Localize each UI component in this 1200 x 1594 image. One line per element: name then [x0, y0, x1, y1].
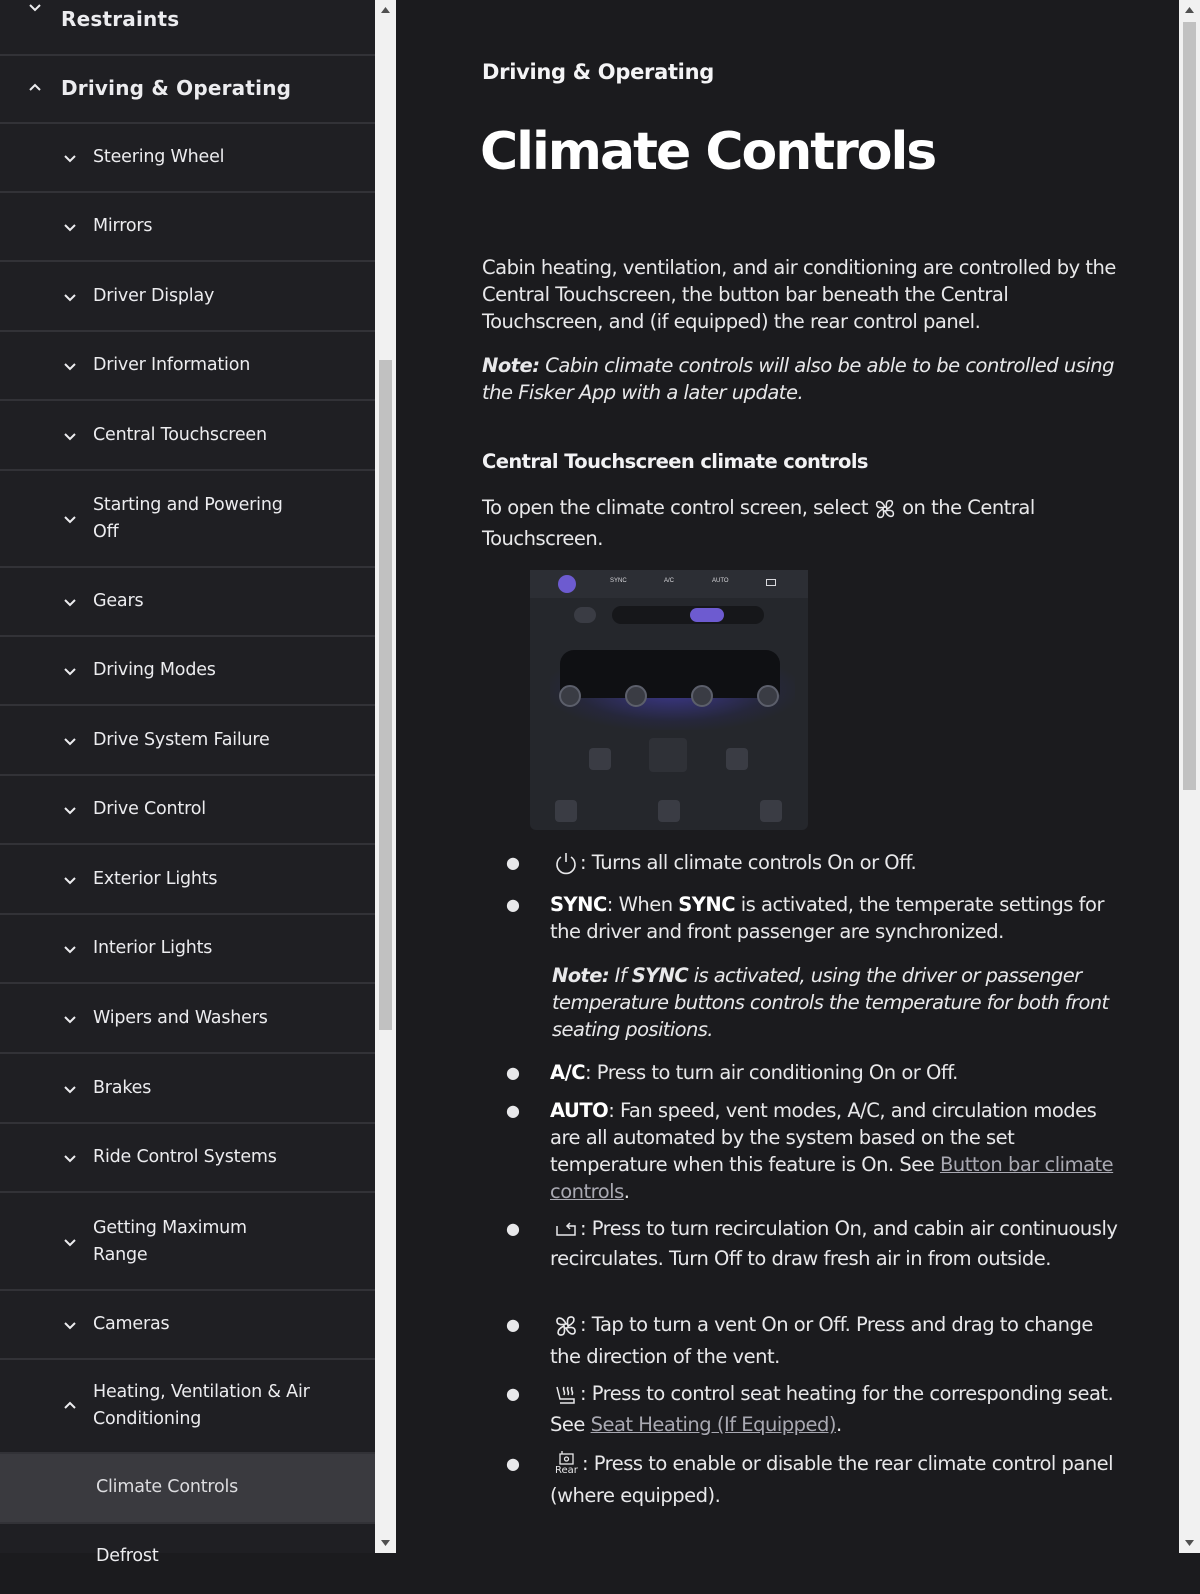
rear-text: : Press to enable or disable the rear climate control panel (where equipped).	[550, 1452, 1114, 1507]
chevron-down-icon	[60, 939, 80, 959]
sidebar-item-starting-and-powering-off[interactable]	[0, 471, 375, 568]
chevron-up-icon	[25, 78, 45, 98]
chevron-down-icon	[25, 0, 45, 17]
sidebar-item-label: Driving Modes	[93, 660, 216, 680]
section-label: Driving & Operating	[482, 60, 714, 84]
note-label: Note:	[482, 354, 540, 377]
sidebar-item-exterior-lights[interactable]	[0, 846, 375, 915]
sidebar-item-label: Steering Wheel	[93, 147, 225, 167]
main-scrollbar[interactable]	[1179, 0, 1200, 1553]
sidebar-item-driving-modes[interactable]	[0, 637, 375, 706]
sidebar-item-steering-wheel[interactable]	[0, 124, 375, 193]
list-item-auto: ● AUTO: Fan speed, vent modes, A/C, and circulation modes are all automated by the system based on the set temperature when this feature is On. See Button bar climate controls.	[506, 1099, 1114, 1203]
chevron-down-icon	[60, 509, 80, 529]
seat-heat-text: : Press to control seat heating for the corresponding seat. See	[550, 1382, 1114, 1436]
scroll-down-arrow-icon[interactable]	[1179, 1533, 1200, 1553]
sidebar-item-interior-lights[interactable]	[0, 915, 375, 984]
sidebar-item-ride-control-systems[interactable]	[0, 1124, 375, 1193]
sidebar-item-label: Heating, Ventilation & Air Conditioning	[93, 1382, 310, 1429]
sidebar-scrollbar[interactable]	[375, 0, 396, 1553]
figure-vent-modes	[612, 606, 764, 624]
bullet-dot: ●	[506, 1384, 520, 1403]
intro-paragraph: Cabin heating, ventilation, and air conditioning are controlled by the Central Touchscreen, the button bar beneath the Central Touchscreen, and (if equipped) the rear control panel.	[482, 256, 1116, 333]
chevron-down-icon	[60, 731, 80, 751]
vent-text: : Tap to turn a vent On or Off. Press and drag to change the direction of the vent.	[550, 1313, 1093, 1368]
figure-recirc-icon	[766, 579, 776, 586]
chevron-up-icon	[60, 1396, 80, 1416]
bullet-dot: ●	[506, 1315, 520, 1334]
sidebar-item-central-touchscreen[interactable]	[0, 402, 375, 471]
chevron-down-icon	[60, 287, 80, 307]
chevron-down-icon	[60, 148, 80, 168]
sidebar-item-label: Defrost	[96, 1546, 159, 1566]
bullet-dot: ●	[506, 1219, 520, 1238]
power-text: : Turns all climate controls On or Off.	[580, 851, 917, 874]
sidebar-section-label: Restraints	[61, 7, 180, 31]
sidebar-item-wipers-and-washers[interactable]	[0, 985, 375, 1054]
sidebar-item-mirrors[interactable]	[0, 193, 375, 262]
bullet-dot: ●	[506, 895, 520, 914]
figure-seat-heat-icon	[555, 800, 577, 822]
sidebar-item-label: Exterior Lights	[93, 869, 218, 889]
button-bar-link[interactable]: Button bar climate controls	[550, 1153, 1114, 1203]
ac-term: A/C	[550, 1061, 586, 1084]
figure-power-icon	[558, 575, 576, 593]
sync-term-2: SYNC	[678, 893, 736, 916]
chevron-down-icon	[60, 1232, 80, 1252]
figure-rear-icon	[658, 800, 680, 822]
sync-text-b: is activated, the temperate settings for the driver and front passenger are synchronized.	[550, 893, 1104, 943]
chevron-down-icon	[60, 800, 80, 820]
figure-auto-label: AUTO	[712, 578, 729, 584]
sync-note-b: is activated, using the driver or passenger temperature buttons controls the temperature for both front seating positions.	[552, 964, 1109, 1041]
page-title: Climate Controls	[480, 122, 936, 182]
sidebar-item-label: Ride Control Systems	[93, 1147, 277, 1167]
sidebar-section-label: Driving & Operating	[61, 76, 292, 100]
auto-term: AUTO	[550, 1099, 609, 1122]
ac-text: : Press to turn air conditioning On or Off.	[585, 1061, 958, 1084]
sync-note-term: SYNC	[631, 964, 689, 987]
power-icon	[552, 850, 580, 878]
figure-vent-icon	[559, 685, 581, 707]
chevron-down-icon	[60, 217, 80, 237]
scrollbar-thumb[interactable]	[379, 360, 392, 1030]
chevron-down-icon	[60, 661, 80, 681]
rear-icon-label: Rear	[555, 1464, 578, 1476]
bullet-dot: ●	[506, 1454, 520, 1473]
sync-note-a: If	[614, 964, 627, 987]
open-text-after: on the Central Touchscreen.	[482, 496, 1035, 550]
scroll-up-arrow-icon[interactable]	[375, 0, 396, 20]
sidebar-item-driver-display[interactable]	[0, 263, 375, 332]
recirculation-icon	[552, 1220, 580, 1240]
sidebar-item-driver-information[interactable]	[0, 332, 375, 401]
seat-heating-link[interactable]: Seat Heating (If Equipped)	[590, 1413, 836, 1436]
figure-vent-mode-active	[690, 608, 724, 622]
figure-dashboard	[560, 650, 780, 698]
figure-seat-icon	[574, 607, 596, 623]
list-item-recirculation	[506, 1214, 1120, 1274]
list-item-rear	[506, 1448, 1120, 1511]
chevron-down-icon	[60, 426, 80, 446]
sidebar-section-driving-operating[interactable]	[0, 56, 375, 124]
sidebar-item-label: Driver Information	[93, 355, 251, 375]
scroll-down-arrow-icon[interactable]	[375, 1533, 396, 1553]
sidebar-item-label: Starting and Powering Off	[93, 494, 283, 542]
sidebar-item-heating-ventilation-air-conditioning[interactable]	[0, 1360, 375, 1454]
sidebar-item-drive-control[interactable]	[0, 776, 375, 845]
sync-note	[552, 962, 1112, 1043]
sidebar-item-label: Wipers and Washers	[93, 1008, 268, 1028]
list-item-vent	[506, 1309, 1120, 1373]
figure-vent-icon	[757, 685, 779, 707]
sidebar-item-gears[interactable]	[0, 568, 375, 637]
scrollbar-thumb[interactable]	[1183, 22, 1196, 790]
main-content	[396, 0, 1179, 1553]
figure-ac-label: A/C	[664, 578, 675, 584]
rear-climate-icon	[552, 1450, 582, 1480]
note-text: Cabin climate controls will also be able to be controlled using the Fisker App with a later update.	[482, 354, 1115, 404]
sync-note-label: Note:	[552, 964, 610, 987]
sidebar-item-label: Mirrors	[93, 216, 153, 236]
figure-sync-label: SYNC	[610, 578, 627, 584]
sidebar-item-drive-system-failure[interactable]	[0, 707, 375, 776]
sidebar-section-restraints[interactable]	[0, 0, 375, 56]
sidebar-item-label: Interior Lights	[93, 938, 213, 958]
sidebar-item-cameras[interactable]	[0, 1291, 375, 1360]
chevron-down-icon	[60, 1315, 80, 1335]
figure-seat-heat-icon	[760, 800, 782, 822]
sidebar-item-label: Central Touchscreen	[93, 425, 267, 445]
sidebar-item-label: Driver Display	[93, 286, 215, 306]
sidebar-item-label: Brakes	[93, 1078, 152, 1098]
recirculation-text: : Press to turn recirculation On, and cabin air continuously recirculates. Turn Off to draw fresh air in from outside.	[550, 1217, 1118, 1270]
sidebar-nav	[0, 0, 375, 1566]
chevron-down-icon	[60, 1148, 80, 1168]
scroll-up-arrow-icon[interactable]	[1179, 0, 1200, 20]
figure-vent-icon	[625, 685, 647, 707]
list-item-ac	[506, 1059, 1120, 1086]
bullet-dot: ●	[506, 1063, 520, 1082]
subheading: Central Touchscreen climate controls	[482, 450, 868, 473]
list-item-power	[506, 846, 1120, 880]
sidebar-item-label: Getting Maximum Range	[93, 1217, 247, 1265]
fan-icon	[872, 496, 898, 522]
sidebar-item-label: Drive Control	[93, 799, 206, 819]
list-item-seat-heating: ● : Press to control seat heating for the corresponding seat. See Seat Heating (If Equipped).	[550, 1378, 1120, 1440]
climate-screen-image	[530, 570, 808, 830]
sidebar-item-label: Climate Controls	[96, 1477, 239, 1497]
sync-term: SYNC	[550, 893, 607, 916]
sidebar-item-label: Cameras	[93, 1314, 170, 1334]
auto-text: : Fan speed, vent modes, A/C, and circulation modes are all automated by the system based on the set temperature when this feature is On. See	[550, 1099, 1097, 1176]
bullet-dot: ●	[506, 1101, 520, 1120]
fan-icon	[552, 1312, 580, 1340]
chevron-down-icon	[60, 1009, 80, 1029]
open-text-before: To open the climate control screen, select	[482, 496, 869, 519]
note-paragraph	[482, 352, 1122, 406]
sidebar-item-getting-maximum-range[interactable]	[0, 1194, 375, 1291]
sidebar-item-defrost[interactable]	[0, 1524, 375, 1594]
bullet-dot: ●	[506, 853, 520, 872]
sidebar-item-label: Drive System Failure	[93, 730, 270, 750]
chevron-down-icon	[60, 870, 80, 890]
figure-vent-icon	[691, 685, 713, 707]
list-item-sync	[506, 891, 1120, 945]
figure-topbar	[530, 570, 808, 598]
sidebar-item-label: Gears	[93, 591, 144, 611]
open-climate-paragraph	[482, 492, 1122, 554]
figure-seat-heat-icon	[589, 748, 611, 770]
sidebar-item-climate-controls[interactable]	[0, 1454, 375, 1524]
chevron-down-icon	[60, 356, 80, 376]
chevron-down-icon	[60, 592, 80, 612]
sync-text-a: : When	[606, 893, 673, 916]
figure-seat-heat-icon	[726, 748, 748, 770]
seat-heat-icon	[552, 1381, 580, 1409]
chevron-down-icon	[60, 1079, 80, 1099]
figure-console	[649, 738, 687, 772]
sidebar-item-brakes[interactable]	[0, 1055, 375, 1124]
